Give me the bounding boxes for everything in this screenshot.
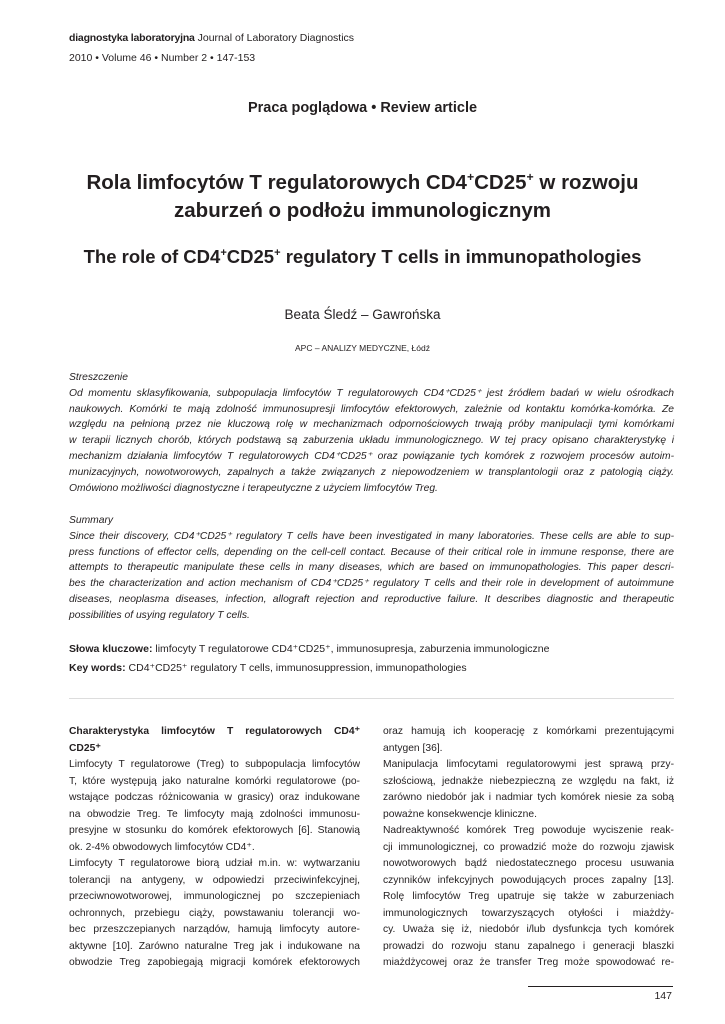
body-line: antygen [36]. — [383, 742, 443, 754]
journal-brand: diagnostyka laboratoryjna — [69, 32, 195, 44]
abstract-line: w terapii licznych chorób, których podstawą są zaburzenia układu immunologicznego. W tej pracy opisano charakterystykę i — [69, 435, 674, 447]
body-text-right — [383, 724, 674, 972]
summary-line: diseases, neoplasma diseases, infection, allograft rejection and reproductive failure. It describes diagnostic and therapeutic — [69, 593, 674, 605]
article-type: Praca poglądowa • Review article — [247, 100, 478, 116]
body-line: presyjne w stosunku do komórek efektorowych [6]. Stanowią — [69, 825, 360, 836]
page-number: 147 — [654, 990, 672, 1002]
keywords-english — [69, 661, 679, 676]
title-polish — [40, 169, 685, 225]
keywords-pl-label: Słowa kluczowe: — [69, 643, 153, 655]
body-line: immunologicznych towarzyszących otyłości i miażdży- — [383, 907, 674, 919]
summary-line: bes the characterization and action mechanism of CD4⁺CD25⁺ regulatory T cells and their role in development of autoimmune — [69, 578, 674, 590]
body-line: wstające podczas różnicowania w grasicy) oraz indukowane — [69, 792, 360, 803]
keywords-en-text: CD4⁺CD25⁺ regulatory T cells, immunosuppression, immunopathologies — [125, 662, 467, 674]
abstract-line: względu na pełnioną przez nie kluczową rolę w mechanizmach odpornościowych trwają próby manipulacji tymi komórkami — [69, 419, 674, 431]
keywords-pl-text: limfocyty T regulatorowe CD4⁺CD25⁺, immunosupresja, zaburzenia immunologiczne — [152, 643, 550, 655]
issue-info: 2010 • Volume 46 • Number 2 • 147-153 — [69, 52, 256, 64]
summary-line: attempts to therapeutic manipulate these cells in many diseases, which are based on immunopathologies. This paper descri- — [69, 562, 674, 574]
body-line: zarówno niedobór jak i nadmiar tych komórek niesie za sobą — [383, 792, 674, 803]
keywords-polish — [69, 642, 679, 657]
title-en-part: CD25 — [226, 246, 275, 267]
title-english — [40, 244, 685, 270]
footer-rule — [528, 986, 673, 987]
abstract-heading: Streszczenie — [69, 372, 128, 383]
body-line: przeciwnowotworowej, immunologicznej po szczepieniach — [69, 891, 360, 902]
body-line: oraz hamują ich kooperację z komórkami prezentującymi — [383, 726, 674, 737]
affiliation: APC – ANALIZY MEDYCZNE, Łódź — [295, 343, 430, 353]
body-line: nowotworowych bądź niedostatecznego procesu usuwania — [383, 858, 674, 869]
body-line: cji immunologicznej, co prowadzić może do rozwoju zjawisk — [383, 841, 674, 853]
journal-name: Journal of Laboratory Diagnostics — [197, 32, 355, 44]
abstract-line: mechanizm działania limfocytów T regulatorowych CD4⁺CD25⁺ oraz powiązanie tych komórek z rozwojem procesów autoim- — [69, 450, 674, 462]
summary-line: Since their discovery, CD4⁺CD25⁺ regulatory T cells have been investigated in many laboratories. These cells are able to sup- — [69, 530, 674, 542]
summary-line: possibilities of usying regulatory T cells. — [69, 609, 250, 621]
body-line: szłościową, jednakże niebezpieczną ze względu na fakt, iż — [383, 775, 674, 787]
title-en-sup: + — [220, 246, 227, 259]
body-line: Manipulacja limfocytami regulatorowymi jest sprawą przy- — [383, 759, 674, 770]
section-divider — [69, 698, 674, 699]
section-heading: Charakterystyka limfocytów T regulatorowych CD4⁺ — [69, 726, 360, 737]
body-line: ochronnych, przebiegu ciąży, powstawaniu tolerancji wo- — [69, 907, 360, 919]
abstract-polish — [69, 370, 674, 496]
body-text-left — [69, 757, 360, 972]
body-line: obwodzie Treg zapobiegają migracji komórek efektorowych — [69, 957, 360, 968]
body-column-left — [69, 724, 360, 972]
title-pl-sup: + — [526, 170, 534, 185]
body-line: Nadreaktywność komórek Treg powoduje wyciszenie reak- — [383, 825, 674, 836]
body-line: Limfocyty T regulatorowe biorą udział m.in. w: wytwarzaniu — [69, 858, 360, 869]
title-en-sup: + — [274, 246, 281, 259]
abstract-english — [69, 513, 674, 624]
title-pl-part: w rozwoju — [533, 171, 639, 194]
body-line: na obwodzie Treg. Te limfocyty mają zdolności immunosu- — [69, 808, 360, 820]
summary-heading: Summary — [69, 515, 114, 526]
body-line: T, które występują jako naturalne komórki regulatorowe (po- — [69, 775, 360, 787]
author-name: Beata Śledź – Gawrońska — [284, 307, 441, 322]
body-line: poważne konsekwencje kliniczne. — [383, 808, 537, 820]
section-heading: CD25⁺ — [69, 742, 101, 754]
title-pl-sup: + — [466, 170, 475, 185]
body-line: ok. 2-4% obwodowych limfocytów CD4⁺. — [69, 841, 255, 853]
body-line: prowadzi do rozwoju stanu zapalnego i generacji blaszki — [383, 940, 674, 952]
body-line: Rolę limfocytów Treg upatruje się także w zaburzeniach — [383, 891, 674, 902]
summary-line: press functions of effector cells, depending on the cell-cell contact. Because of their critical role in immune response, there are — [69, 546, 674, 558]
abstract-line: Omówiono możliwości diagnostyczne i terapeutyczne z użyciem limfocytów Treg. — [69, 482, 438, 494]
abstract-line: Od momentu sklasyfikowania, subpopulacja limfocytów T regulatorowych CD4⁺CD25⁺ jest źródłem badań w wielu ośrodkach — [69, 387, 674, 399]
abstract-line: munizacyjnych, nowotworowych, zapalnych a także związanych z niepowodzeniem w transplantologii oraz z patologią ciąży. — [69, 466, 674, 478]
title-en-part: The role of CD4 — [83, 246, 221, 267]
title-pl-line2: zaburzeń o podłożu immunologicznym — [174, 199, 551, 222]
body-line: aktywne [10]. Zarówno naturalne Treg jak i indukowane na — [69, 940, 360, 952]
title-en-part: regulatory T cells in immunopathologies — [280, 246, 642, 267]
body-line: cy. Uważa się iż, niedobór i/lub dysfunkcja tych komórek — [383, 924, 674, 935]
body-column-right — [383, 724, 674, 972]
title-pl-part: CD25 — [474, 171, 527, 194]
body-line: Limfocyty T regulatorowe (Treg) to subpopulacja limfocytów — [69, 759, 360, 770]
keywords-en-label: Key words: — [69, 662, 126, 674]
abstract-line: naukowych. Komórki te mają zdolność immunosupresji limfocytów efektorowych, zależnie od kontaktu komórka-komórka. Ze — [69, 403, 674, 415]
journal-header — [69, 31, 354, 45]
body-line: miażdżycowej oraz że transfer Treg może spowodować re- — [383, 957, 674, 968]
body-line: czynników infekcyjnych powodujących proces zapalny [13]. — [383, 874, 674, 886]
title-pl-part: Rola limfocytów T regulatorowych CD4 — [86, 171, 467, 194]
body-line: bec przeszczepianych narządów, hamują limfocyty autore- — [69, 924, 360, 935]
body-line: tolerancji na antygeny, w odpowiedzi przeciwinfekcyjnej, — [69, 874, 360, 886]
